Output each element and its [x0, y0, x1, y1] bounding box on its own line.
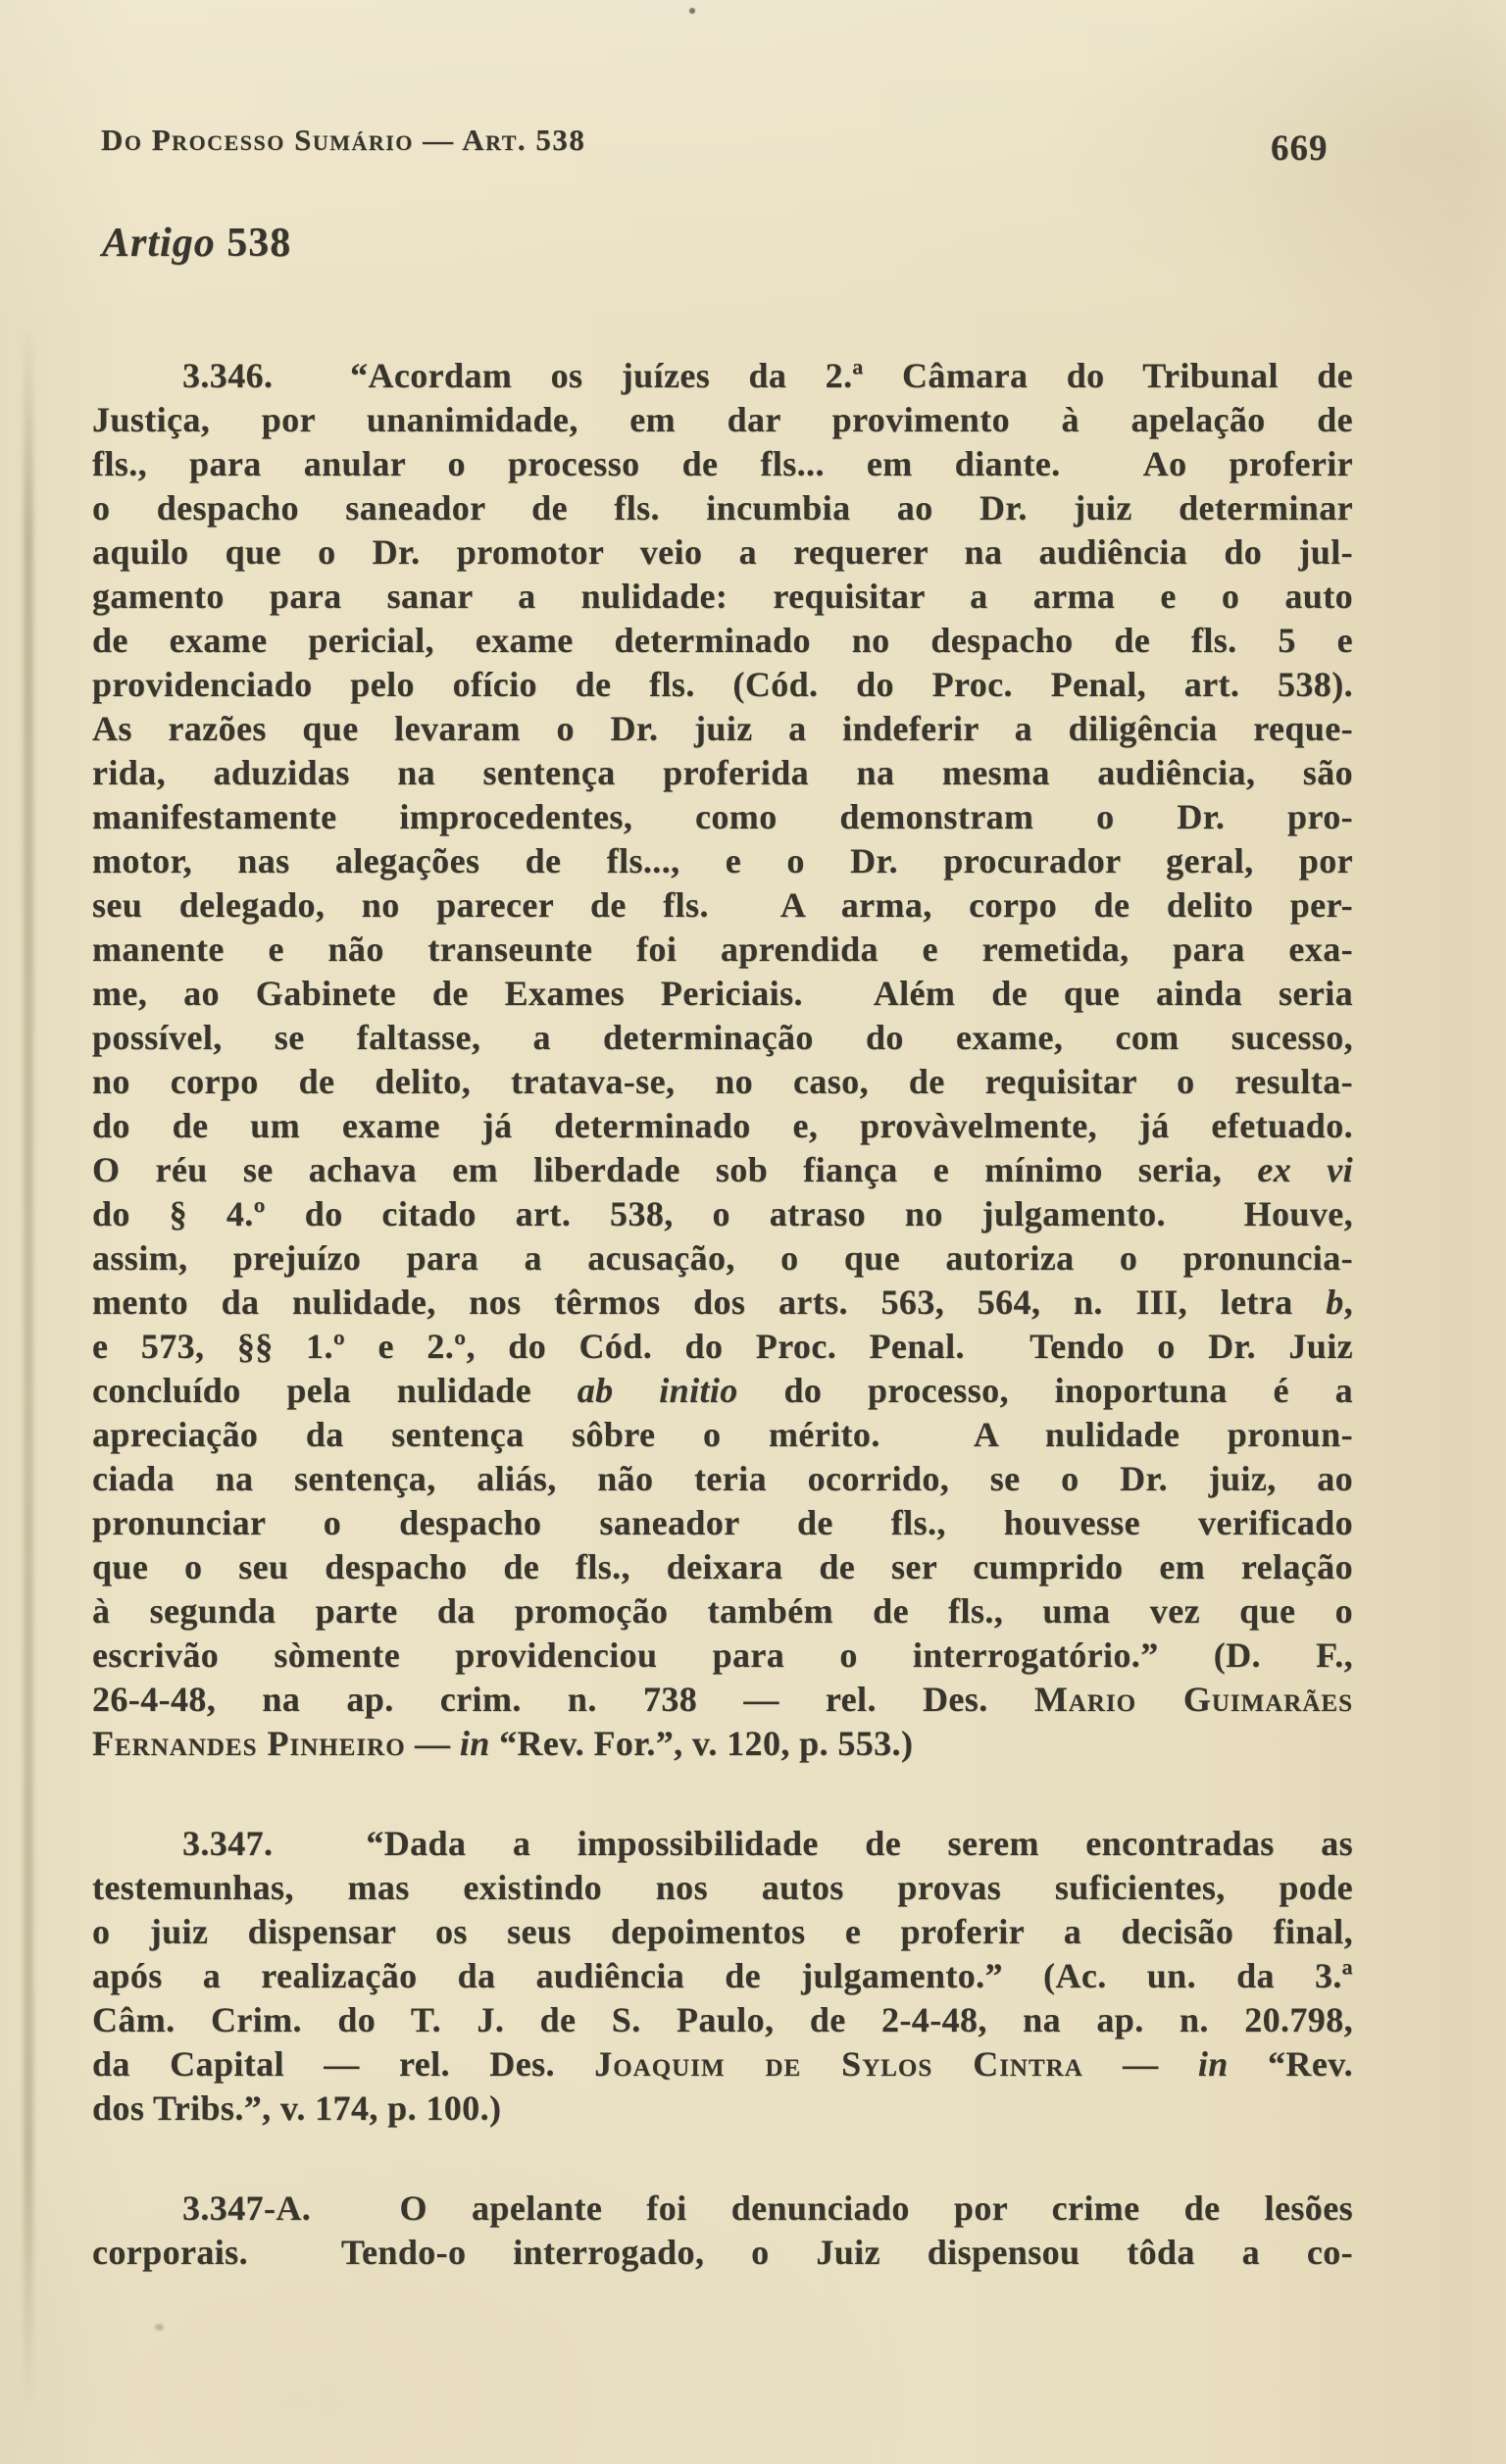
- text-run: 26-4-48, na ap. crim. n. 738 — rel. Des.: [92, 1680, 1034, 1719]
- text-line: [92, 1236, 1353, 1281]
- text-line: [92, 1369, 1353, 1413]
- text-line: [92, 1060, 1353, 1104]
- text-run: “Rev. For.”, v. 120, p. 553.): [489, 1724, 914, 1763]
- text-run: aquilo que o Dr. promotor veio a requerer na audiência do jul-: [92, 532, 1353, 572]
- text-line: [92, 1722, 1353, 1766]
- text-run: 538: [226, 221, 292, 266]
- text-line: [92, 1457, 1353, 1501]
- text-run: à segunda parte da promoção também de fls., uma vez que o: [92, 1591, 1353, 1631]
- text-run: que o seu despacho de fls., deixara de ser cumprido em relação: [92, 1547, 1353, 1586]
- text-run: dos Tribs.”, v. 174, p. 100.): [92, 2088, 502, 2128]
- text-line: [92, 1413, 1353, 1457]
- text-run: do processo, inoportuna é a: [737, 1371, 1353, 1410]
- text-line: [92, 1822, 1353, 1866]
- text-line: [92, 354, 1353, 398]
- text-run: manente e não transeunte foi aprendida e remetida, para exa-: [92, 930, 1353, 969]
- text-line: [92, 1148, 1353, 1192]
- text-line: [92, 442, 1353, 486]
- text-line: [92, 486, 1353, 530]
- text-run: gamento para sanar a nulidade: requisitar a arma e o auto: [92, 577, 1353, 616]
- text-line: [92, 751, 1353, 795]
- paper-stain: [155, 2324, 164, 2331]
- text-run: 3.347-A. O apelante foi denunciado por crime de lesões: [182, 2188, 1353, 2228]
- text-run: “Rev.: [1228, 2044, 1353, 2084]
- text-run: no corpo de delito, tratava-se, no caso, de requisitar o resulta-: [92, 1062, 1353, 1101]
- italic-run: Artigo: [102, 221, 227, 266]
- text-line: [92, 1634, 1353, 1678]
- text-line: [92, 1589, 1353, 1634]
- text-run: me, ao Gabinete de Exames Periciais. Além de que ainda seria: [92, 974, 1353, 1013]
- text-run: assim, prejuízo para a acusação, o que autoriza o pronuncia-: [92, 1238, 1353, 1278]
- text-run: —: [405, 1724, 460, 1763]
- text-line: [92, 2187, 1353, 2231]
- text-line: [92, 1678, 1353, 1722]
- scan-gutter-shadow: [24, 324, 33, 2412]
- smallcaps-run: Joaquim de Sylos Cintra: [594, 2044, 1083, 2084]
- text-run: providenciado pelo ofício de fls. (Cód. do Proc. Penal, art. 538).: [92, 665, 1353, 704]
- smallcaps-run: Mario Guimarães: [1033, 1680, 1353, 1719]
- text-run: pronunciar o despacho saneador de fls., houvesse verificado: [92, 1503, 1353, 1542]
- text-line: [92, 1281, 1353, 1325]
- text-run: escrivão sòmente providenciou para o interrogatório.” (D. F.,: [92, 1635, 1353, 1675]
- text-line: [92, 1192, 1353, 1236]
- text-run: possível, se faltasse, a determinação do exame, com sucesso,: [92, 1018, 1353, 1057]
- text-line: [92, 795, 1353, 839]
- text-run: ciada na sentença, aliás, não teria ocorrido, se o Dr. juiz, ao: [92, 1459, 1353, 1498]
- text-line: [92, 1325, 1353, 1369]
- text-line: [92, 1954, 1353, 1998]
- text-line: [92, 883, 1353, 928]
- text-run: após a realização da audiência de julgamento.” (Ac. un. da 3.ª: [92, 1956, 1353, 1995]
- italic-run: ex vi: [1257, 1150, 1353, 1189]
- text-run: apreciação da sentença sôbre o mérito. A nulidade pronun-: [92, 1415, 1353, 1454]
- text-run: mento da nulidade, nos têrmos dos arts. 563, 564, n. III, letra: [92, 1282, 1327, 1322]
- text-run: motor, nas alegações de fls..., e o Dr. procurador geral, por: [92, 841, 1353, 880]
- text-run: Câm. Crim. do T. J. de S. Paulo, de 2-4-48, na ap. n. 20.798,: [92, 2000, 1353, 2039]
- text-run: seu delegado, no parecer de fls. A arma, corpo de delito per-: [92, 885, 1353, 925]
- italic-run: in: [459, 1724, 490, 1763]
- paragraph-3.346: [92, 354, 1353, 1766]
- text-line: [92, 1104, 1353, 1148]
- text-line: [92, 972, 1353, 1016]
- paper-speck: [689, 8, 695, 14]
- text-line: [92, 1998, 1353, 2042]
- page-number: 669: [1271, 128, 1329, 169]
- text-run: corporais. Tendo-o interrogado, o Juiz dispensou tôda a co-: [92, 2233, 1353, 2272]
- article-title: [102, 223, 291, 264]
- text-run: manifestamente improcedentes, como demonstram o Dr. pro-: [92, 797, 1353, 836]
- smallcaps-run: Fernandes Pinheiro: [92, 1724, 406, 1763]
- italic-run: ab initio: [577, 1371, 738, 1410]
- paragraph-3.347: [92, 1822, 1353, 2131]
- text-run: O réu se achava em liberdade sob fiança e mínimo seria,: [92, 1150, 1258, 1189]
- text-line: [92, 1866, 1353, 1910]
- text-line: [92, 575, 1353, 619]
- text-run: ,: [1343, 1282, 1353, 1322]
- running-header-section-title: Do Processo Sumário — Art. 538: [101, 123, 586, 157]
- italic-run: in: [1197, 2044, 1229, 2084]
- text-line: [92, 530, 1353, 575]
- text-line: [92, 1910, 1353, 1954]
- text-line: [92, 663, 1353, 707]
- text-run: —: [1082, 2044, 1198, 2084]
- text-run: testemunhas, mas existindo nos autos provas suficientes, pode: [92, 1868, 1353, 1907]
- text-run: rida, aduzidas na sentença proferida na mesma audiência, são: [92, 753, 1353, 792]
- text-line: [92, 619, 1353, 663]
- text-run: e 573, §§ 1.º e 2.º, do Cód. do Proc. Penal. Tendo o Dr. Juiz: [92, 1327, 1353, 1366]
- text-line: [92, 1545, 1353, 1589]
- text-run: de exame pericial, exame determinado no despacho de fls. 5 e: [92, 621, 1353, 660]
- text-run: 3.346. “Acordam os juízes da 2.ª Câmara do Tribunal de: [182, 356, 1353, 395]
- text-run: Justiça, por unanimidade, em dar provimento à apelação de: [92, 400, 1353, 439]
- text-line: [92, 2087, 1353, 2131]
- text-run: da Capital — rel. Des.: [92, 2044, 595, 2084]
- text-run: do § 4.º do citado art. 538, o atraso no julgamento. Houve,: [92, 1194, 1353, 1233]
- text-run: As razões que levaram o Dr. juiz a indeferir a diligência reque-: [92, 709, 1353, 748]
- text-line: [92, 928, 1353, 972]
- text-line: [92, 1016, 1353, 1060]
- text-line: [92, 2231, 1353, 2275]
- italic-run: b: [1326, 1282, 1344, 1322]
- text-run: 3.347. “Dada a impossibilidade de serem encontradas as: [182, 1824, 1353, 1863]
- text-line: [92, 398, 1353, 442]
- text-line: [92, 839, 1353, 883]
- text-line: [92, 2042, 1353, 2087]
- text-run: fls., para anular o processo de fls... em diante. Ao proferir: [92, 444, 1353, 483]
- text-column: [92, 354, 1353, 2275]
- text-run: do de um exame já determinado e, provàvelmente, já efetuado.: [92, 1106, 1353, 1145]
- text-line: [92, 1501, 1353, 1545]
- text-run: o juiz dispensar os seus depoimentos e proferir a decisão final,: [92, 1912, 1353, 1951]
- paragraph-3.347-A: [92, 2187, 1353, 2275]
- text-run: o despacho saneador de fls. incumbia ao Dr. juiz determinar: [92, 488, 1353, 528]
- text-line: [92, 707, 1353, 751]
- text-run: concluído pela nulidade: [92, 1371, 577, 1410]
